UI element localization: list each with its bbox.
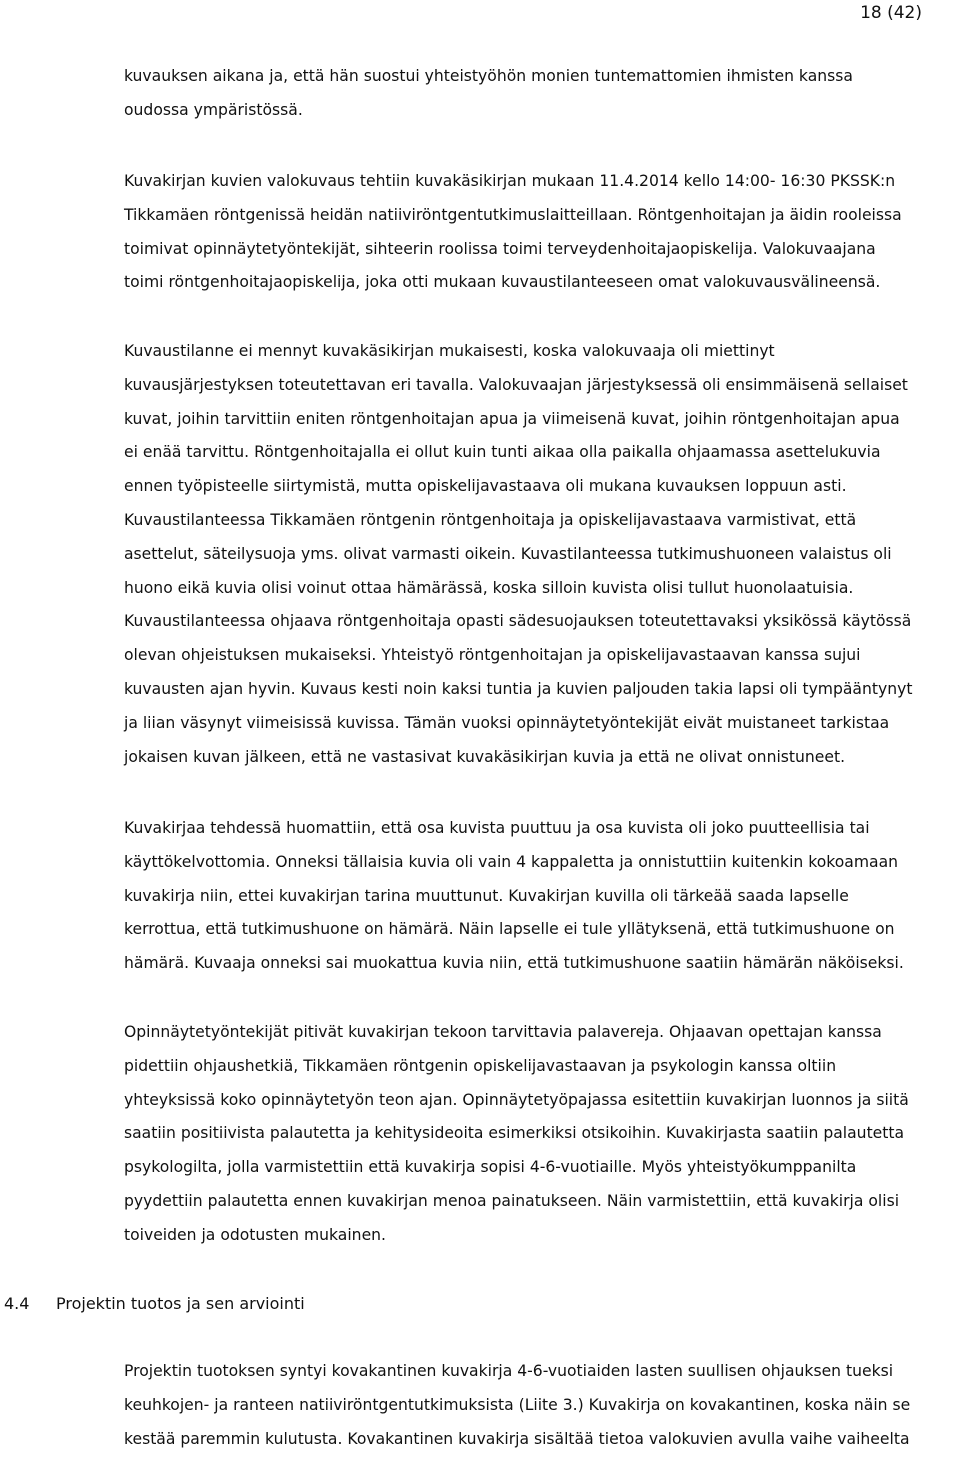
text-line: yhteyksissä koko opinnäytetyön teon ajan. Opinnäytetyöpajassa esitettiin kuvakirjan luonnos ja siitä xyxy=(124,1090,909,1109)
section-heading xyxy=(4,1294,305,1314)
text-line: Kuvakirjan kuvien valokuvaus tehtiin kuvakäsikirjan mukaan 11.4.2014 kello 14:00- 16:30 PKSSK:n xyxy=(124,172,896,190)
text-line: kerrottua, että tutkimushuone on hämärä. Näin lapselle ei tule yllätyksenä, että tutkimushuone on xyxy=(124,920,895,939)
page-number: 18 (42) xyxy=(860,3,922,23)
text-line: psykologilta, jolla varmistettiin että kuvakirja sopisi 4-6-vuotiaille. Myös yhteistyökumppanilta xyxy=(124,1158,857,1177)
text-line: Kuvaustilanne ei mennyt kuvakäsikirjan mukaisesti, koska valokuvaaja oli miettinyt xyxy=(124,342,775,360)
text-line: huono eikä kuvia olisi voinut ottaa hämärässä, koska silloin kuvista olisi tullut huonolaatuisia. xyxy=(124,578,854,597)
text-line: hämärä. Kuvaaja onneksi sai muokattua kuvia niin, että tutkimushuone saatiin hämärän näköiseksi. xyxy=(124,954,904,973)
text-line: ei enää tarvittu. Röntgenhoitajalla ei ollut kuin tunti aikaa olla paikalla ohjaamassa asettelukuvia xyxy=(124,443,881,462)
text-line: kestää paremmin kulutusta. Kovakantinen kuvakirja sisältää tietoa valokuvien avulla vaihe vaiheelta xyxy=(124,1429,910,1448)
text-line: toimivat opinnäytetyöntekijät, sihteerin roolissa toimi terveydenhoitajaopiskelija. Valokuvaajana xyxy=(124,239,876,258)
text-line: käyttökelvottomia. Onneksi tällaisia kuvia oli vain 4 kappaletta ja onnistuttiin kuitenkin kokoamaan xyxy=(124,852,899,871)
text-line: Kuvaustilanteessa ohjaava röntgenhoitaja opasti sädesuojauksen toteutettavaksi yksikössä käytössä xyxy=(124,612,912,631)
text-line: ennen työpisteelle siirtymistä, mutta opiskelijavastaava oli mukana kuvauksen loppuun asti. xyxy=(124,477,847,496)
text-line: jokaisen kuvan jälkeen, että ne vastasivat kuvakäsikirjan kuvia ja että ne olivat onnistuneet. xyxy=(124,747,846,766)
paragraph-4 xyxy=(124,818,960,987)
text-line: pidettiin ohjaushetkiä, Tikkamäen röntgenin opiskelijavastaavan ja psykologin kanssa oltiin xyxy=(124,1056,837,1075)
text-line: toimi röntgenhoitajaopiskelija, joka otti mukaan kuvaustilanteeseen omat valokuvausvälineensä. xyxy=(124,273,881,292)
text-line: kuvakirja niin, ettei kuvakirjan tarina muuttunut. Kuvakirjan kuvilla oli tärkeää saada lapselle xyxy=(124,886,849,905)
section-number: 4.4 xyxy=(4,1294,30,1313)
text-line: olevan ohjeistuksen mukaiseksi. Yhteistyö röntgenhoitajan ja opiskelijavastaavan kanssa sujui xyxy=(124,646,861,665)
text-line: saatiin positiivista palautetta ja kehitysideoita esimerkiksi otsikoihin. Kuvakirjasta saatiin palautetta xyxy=(124,1124,905,1143)
paragraph-3 xyxy=(124,341,960,780)
text-line: kuvauksen aikana ja, että hän suostui yhteistyöhön monien tuntemattomien ihmisten kanssa xyxy=(124,67,853,85)
text-line: oudossa ympäristössä. xyxy=(124,100,303,119)
text-line: Kuvakirjaa tehdessä huomattiin, että osa kuvista puuttuu ja osa kuvista oli joko puutteellisia tai xyxy=(124,819,870,837)
text-line: asettelut, säteilysuoja yms. olivat varmasti oikein. Kuvastilanteessa tutkimushuoneen valaistus oli xyxy=(124,544,892,563)
section-title: Projektin tuotos ja sen arviointi xyxy=(56,1294,305,1313)
text-line: kuvausjärjestyksen toteutettavan eri tavalla. Valokuvaajan järjestyksessä oli ensimmäisenä sellaiset xyxy=(124,375,908,394)
text-line: Projektin tuotoksen syntyi kovakantinen kuvakirja 4-6-vuotiaiden lasten suullisen ohjauksen tueksi xyxy=(124,1362,894,1380)
text-line: keuhkojen- ja ranteen natiiviröntgentutkimuksista (Liite 3.) Kuvakirja on kovakantinen, koska näin se xyxy=(124,1395,911,1414)
text-line: pyydettiin palautetta ennen kuvakirjan menoa painatukseen. Näin varmistettiin, että kuvakirja olisi xyxy=(124,1191,900,1210)
paragraph-6 xyxy=(124,1361,960,1462)
text-line: Kuvaustilanteessa Tikkamäen röntgenin röntgenhoitaja ja opiskelijavastaava varmistivat, että xyxy=(124,510,857,529)
paragraph-2 xyxy=(124,171,960,306)
text-line: ja liian väsynyt viimeisissä kuvissa. Tämän vuoksi opinnäytetyöntekijät eivät muistaneet tarkistaa xyxy=(124,713,890,732)
text-line: Tikkamäen röntgenissä heidän natiiviröntgentutkimuslaitteillaan. Röntgenhoitajan ja äidin rooleissa xyxy=(124,205,902,224)
text-line: kuvausten ajan hyvin. Kuvaus kesti noin kaksi tuntia ja kuvien paljouden takia lapsi oli tympääntynyt xyxy=(124,679,913,698)
paragraph-5 xyxy=(124,1022,960,1259)
text-line: Opinnäytetyöntekijät pitivät kuvakirjan tekoon tarvittavia palavereja. Ohjaavan opettajan kanssa xyxy=(124,1023,882,1041)
text-line: toiveiden ja odotusten mukainen. xyxy=(124,1225,387,1244)
text-line: kuvat, joihin tarvittiin eniten röntgenhoitajan apua ja viimeisenä kuvat, joihin röntgenhoitajan apua xyxy=(124,409,900,428)
paragraph-1 xyxy=(124,66,960,134)
